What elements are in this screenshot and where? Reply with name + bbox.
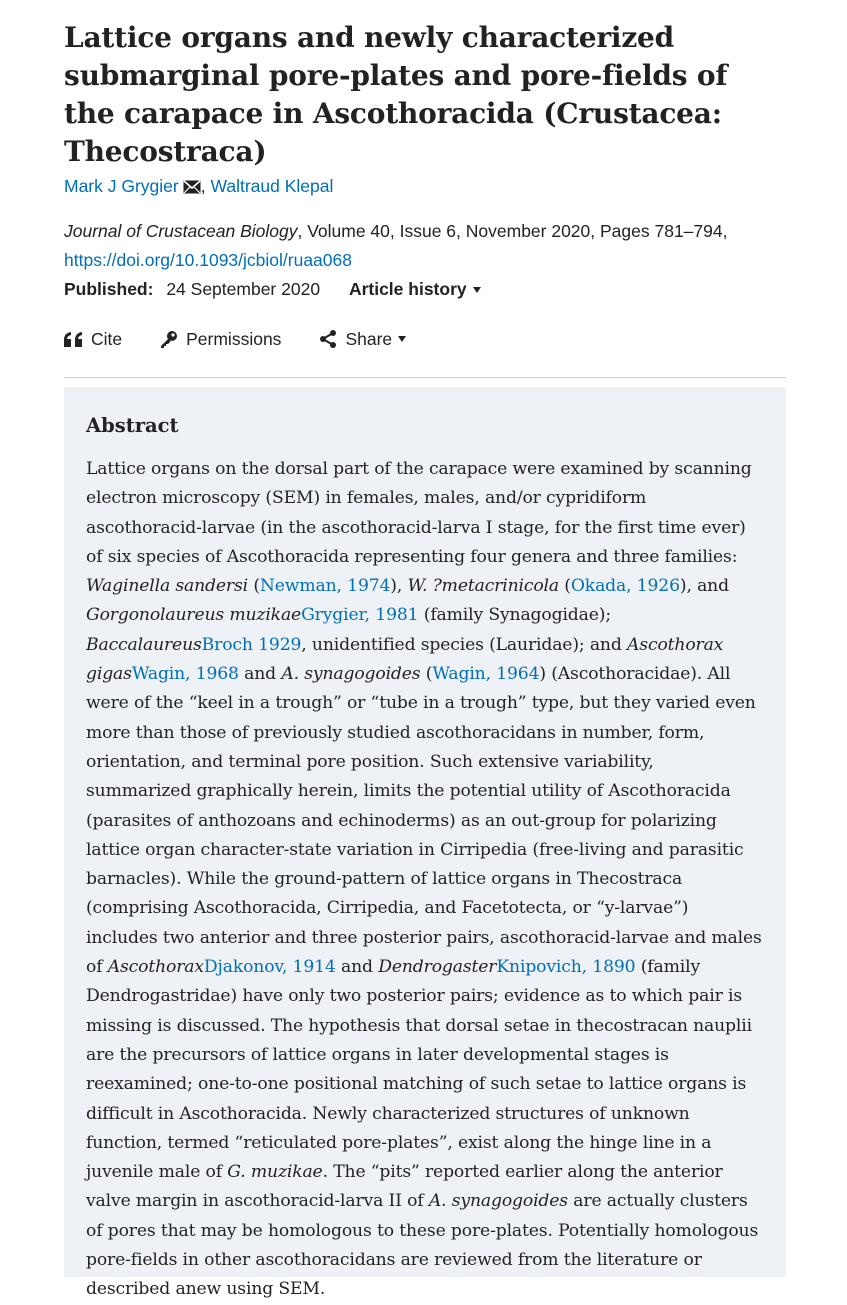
reference-link[interactable]: Knipovich, 1890 [496,957,636,978]
article-history-label: Article history [348,279,467,299]
share-label: Share [345,328,393,349]
article-history-toggle[interactable] [349,279,481,299]
abstract-panel [64,387,786,1300]
reference-link[interactable]: Broch 1929 [201,634,302,655]
caret-down-icon [398,336,406,342]
abstract-text-segment: ( [558,576,571,597]
article-title: Lattice organs and newly characterized submarginal pore-plates and pore-fields of the carapace in Ascothoracida (Crustacea: Thecostraca) [64,21,728,168]
permissions-label: Permissions [186,328,282,349]
quote-icon [64,332,83,347]
abstract-text-segment: ( [420,664,433,685]
species-name: W. ?metacrinicola [407,576,559,597]
reference-link[interactable]: Djakonov, 1914 [203,957,336,978]
species-name: A. synagogoides [428,1191,568,1212]
species-name: Dendrogaster [378,957,497,978]
abstract-text-segment: , unidentified species (Lauridae); and [301,634,628,655]
citation [64,217,786,275]
reference-link[interactable]: Wagin, 1964 [432,664,540,685]
reference-link[interactable]: Wagin, 1968 [131,664,239,685]
article-toolbar [64,329,786,378]
journal-name: Journal of Crustacean Biology [64,221,298,241]
species-name: Ascothorax gigas [86,634,724,685]
author-list [64,174,786,200]
author-link-grygier[interactable]: Mark J Grygier [64,176,179,196]
species-name: Gorgonolaureus muzikae [86,605,302,626]
abstract-text-segment: and [335,957,379,978]
species-name: G. muzikae [227,1162,323,1183]
author-separator: , [200,176,211,196]
article-header [64,0,786,1300]
envelope-icon[interactable] [183,176,201,200]
cite-label: Cite [91,328,123,349]
published-date: 24 September 2020 [166,279,321,299]
doi-link[interactable]: https://doi.org/10.1093/jcbiol/ruaa068 [64,250,352,270]
author-link-klepal[interactable]: Waltraud Klepal [210,176,334,196]
species-name: A. synagogoides [281,664,421,685]
share-icon [319,330,337,348]
abstract-text-segment: and [238,664,282,685]
abstract-text-segment: Lattice organs on the dorsal part of the carapace were examined by scanning electron microscopy (SEM) in females, males, and/or cypridiform ascothoracid-larvae (in the ascothoracid-larva I stage, for the first time ever) of six species of Ascothoracida representing four genera and three families: [86,459,752,567]
species-name: Waginella sandersi [86,576,249,597]
citation-details: , Volume 40, Issue 6, November 2020, Pages 781–794, [297,221,728,241]
caret-down-icon [473,287,481,293]
publication-row [64,275,786,304]
abstract-text-segment: (family Dendrogastridae) have only two posterior pairs; evidence as to which pair is missing is discussed. The hypothesis that dorsal setae in thecostracan nauplii are the precursors of lattice organs in later developmental stages is reexamined; one-to-one positional matching of such setae to lattice organs is difficult in Ascothoracida. Newly characterized structures of unknown function, termed “reticulated pore-plates”, exist along the hinge line in a juvenile male of [86,957,752,1183]
cite-button[interactable] [64,329,122,350]
abstract-text-segment: are actually clusters of pores that may be homologous to these pore-plates. Potentially homologous pore-fields in other ascothoracidans are reviewed from the literature or described anew using SEM. [86,1191,759,1300]
species-name: Ascothorax [107,957,204,978]
key-icon [160,330,178,348]
abstract-heading: Abstract [86,414,179,437]
abstract-text-segment: (family Synagogidae); [418,605,611,626]
abstract-text-segment: ), [390,576,408,597]
reference-link[interactable]: Okada, 1926 [570,576,680,597]
share-button[interactable] [319,329,406,350]
abstract-text [86,455,764,1305]
species-name: Baccalaureus [86,634,202,655]
reference-link[interactable]: Grygier, 1981 [301,605,419,626]
abstract-text-segment: ( [248,576,260,597]
abstract-text-segment: . The “pits” reported earlier along the anterior valve margin in ascothoracid-larva II of [86,1162,723,1212]
abstract-text-segment: ) (Ascothoracidae). All were of the “keel in a trough” or “tube in a trough” type, but they varied even more than those of previously studied ascothoracidans in number, form, orientation, and terminal pore position. Such extensive variability, summarized graphically herein, limits the potential utility of Ascothoracida (parasites of anthozoans and echinoderms) as an out-group for polarizing lattice organ character-state variation in Cirripedia (free-living and parasitic barnacles). While the ground-pattern of lattice organs in Thecostraca (comprising Ascothoracida, Cirripedia, and Facetotecta, or “y-larvae”) includes two anterior and three posterior pairs, ascothoracid-larvae and males of [86,664,762,978]
permissions-button[interactable] [160,329,281,350]
reference-link[interactable]: Newman, 1974 [259,576,391,597]
abstract-text-segment: ), and [679,576,729,597]
published-label: Published: [64,279,154,299]
